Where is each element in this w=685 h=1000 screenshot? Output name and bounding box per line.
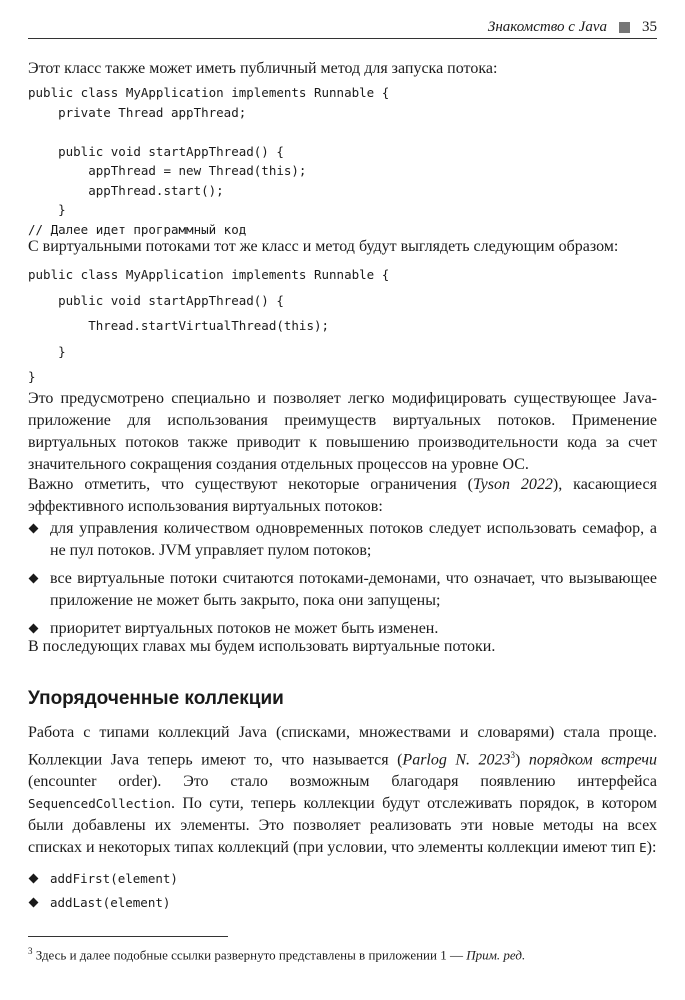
diamond-bullet-icon [29,574,39,584]
paragraph-2: С виртуальными потоками тот же класс и метод будут выглядеть следующим образом: [28,238,619,255]
diamond-bullet-icon [29,874,39,884]
methods-list [28,868,657,914]
code-block-2: public class MyApplication implements Runnable { public void startAppThread() { Thread.startVirtualThread(this); } } [28,267,390,384]
list-item-text: для управления количеством одновременных потоков следует использовать семафор, а не пул потоков. JVM управляет пулом потоков; [50,520,657,559]
paragraph-1: Этот класс также может иметь публичный метод для запуска потока: [28,60,498,77]
paragraph-5: В последующих главах мы будем использовать виртуальные потоки. [28,638,496,655]
section-title: Упорядоченные коллекции [28,688,284,709]
diamond-bullet-icon [29,898,39,908]
footnote [28,946,525,963]
running-header [28,16,657,39]
paragraph-6-text-b: ) [515,751,529,769]
paragraph-6-text-e: ): [646,839,657,857]
list-item-text: все виртуальные потоки считаются потоками-демонами, что означает, что вызывающее приложение не может быть закрыто, пока они запущены; [50,570,657,609]
paragraph-3: Это предусмотрено специально и позволяет легко модифицировать существующее Java-приложение для использования преимуществ виртуальных потоков. Применение виртуальных потоков также приводит к повышению производительности кода за счет значительного сокращения создания отдельных процессов на уровне ОС. [28,390,657,473]
footnote-number: 3 [28,946,33,956]
footnote-ref: 3 [510,750,515,760]
footnote-note: Прим. ред. [466,947,526,963]
paragraph-6-text-d: . По сути, теперь коллекции будут отслеживать порядок, в котором были добавлены их элементы. Это позволяет реализовать эти новые методы на всех списках и некоторых типах коллекций (при условии, что элементы коллекции имеют тип [28,795,657,857]
citation-parlog: Parlog N. 2023 [402,751,511,769]
paragraph-6-text-a: Работа с типами коллекций Java (списками, множествами и словарями) стала проще. Коллекции Java теперь имеют то, что называется ( [28,724,657,769]
list-item [28,518,657,562]
list-item-code: addFirst(element) [50,871,178,886]
footnote-text: Здесь и далее подобные ссылки развернуто представлены в приложении 1 — [32,947,467,963]
paragraph-4-text-a: Важно отметить, что существуют некоторые ограничения ( [28,476,473,493]
list-item [28,568,657,612]
list-item-code: addLast(element) [50,895,171,910]
paragraph-6 [28,722,657,859]
separator-square-icon [619,22,630,33]
list-item [28,892,657,914]
paragraph-6-text-c: (encounter order). Это стало возможным благодаря появлению интерфейса [28,773,657,791]
page-number: 35 [642,18,657,35]
term-encounter-order: порядком встречи [528,751,658,769]
running-title: Знакомство с Java [487,18,607,35]
paragraph-4 [28,474,657,518]
code-type-e: E [639,840,647,856]
diamond-bullet-icon [29,624,39,634]
footnote-divider [28,936,228,937]
list-item [28,868,657,890]
list-item-text: приоритет виртуальных потоков не может быть изменен. [50,620,439,637]
citation-tyson: Tyson 2022 [472,476,553,493]
code-sequenced-collection: SequencedCollection [28,796,171,812]
paragraph-4-text-b: ), касающиеся эффективного использования виртуальных потоков: [28,476,657,515]
diamond-bullet-icon [29,524,39,534]
code-block-1: public class MyApplication implements Runnable { private Thread appThread; public void startAppThread() { appThread = new Thread(this); appThread.start(); } // Далее идет программный код [28,85,390,237]
limitations-list [28,518,657,640]
